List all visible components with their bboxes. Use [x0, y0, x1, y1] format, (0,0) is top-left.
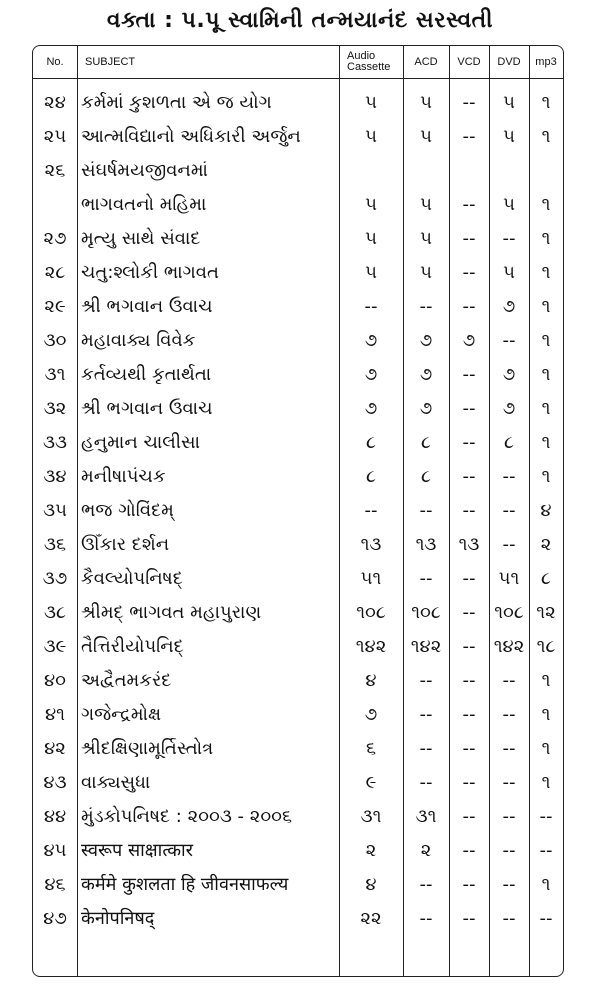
row-mp3: ૧ — [541, 194, 551, 215]
row-mp3: ૧ — [541, 466, 551, 487]
row-audio-cassette: ૨ — [365, 840, 377, 861]
row-audio-cassette: ૭ — [364, 364, 378, 385]
catalog-table — [32, 45, 564, 977]
row-acd — [403, 154, 449, 188]
row-acd: ૫ — [420, 228, 432, 249]
header-vcd: VCD — [457, 55, 481, 68]
table-row — [33, 324, 563, 358]
row-subject: મનીષાપંચક — [81, 466, 166, 487]
row-vcd: ૧૩ — [458, 534, 480, 555]
row-mp3: ૧૮ — [536, 636, 556, 657]
row-audio-cassette: ૧૦૮ — [356, 602, 386, 623]
row-number: ૩૧ — [44, 364, 66, 385]
table-row — [33, 834, 563, 868]
row-vcd: -- — [462, 738, 476, 759]
row-dvd: -- — [502, 772, 516, 793]
row-vcd: -- — [462, 670, 476, 691]
row-mp3: ૧ — [541, 92, 551, 113]
table-row — [33, 494, 563, 528]
row-number: ૩૭ — [42, 568, 68, 589]
row-number: ૪૦ — [44, 670, 66, 691]
row-vcd: -- — [462, 500, 476, 521]
row-acd: ૫ — [420, 126, 432, 147]
row-dvd: -- — [502, 466, 516, 487]
row-dvd: ૭ — [502, 296, 516, 317]
row-mp3: ૧ — [541, 228, 551, 249]
row-acd: ૭ — [419, 398, 433, 419]
row-acd: ૭ — [419, 364, 433, 385]
table-row — [33, 154, 563, 188]
row-dvd: -- — [502, 738, 516, 759]
row-acd: ૧૪૨ — [410, 636, 442, 657]
row-subject: केनोपनिषद् — [81, 908, 155, 929]
header-subject: SUBJECT — [85, 55, 136, 68]
row-number — [33, 188, 77, 222]
row-number: ૪૭ — [43, 908, 67, 929]
row-audio-cassette: ૩૧ — [360, 806, 382, 827]
row-vcd: -- — [462, 92, 476, 113]
row-number: ૪૬ — [44, 874, 66, 895]
row-mp3: -- — [539, 840, 553, 861]
row-audio-cassette: ૫ — [365, 262, 377, 283]
row-dvd: ૫૧ — [498, 568, 520, 589]
row-vcd: -- — [462, 466, 476, 487]
row-mp3: ૧ — [541, 738, 551, 759]
row-vcd: -- — [462, 772, 476, 793]
row-mp3: ૨ — [540, 534, 552, 555]
row-mp3: -- — [539, 908, 553, 929]
table-row — [33, 426, 563, 460]
row-acd: -- — [419, 908, 433, 929]
row-subject: કર્તવ્યથી કૃતાર્થતા — [81, 364, 212, 385]
row-vcd: ૭ — [462, 330, 476, 351]
row-vcd: -- — [462, 602, 476, 623]
row-mp3: ૧ — [541, 432, 551, 453]
row-audio-cassette: -- — [364, 296, 378, 317]
page-title: વક્તા : પ.પૂ સ્વામિની તન્મયાનંદ સરસ્વતી — [106, 8, 494, 33]
row-subject: મહાવાક્ય વિવેક — [81, 330, 196, 351]
row-vcd: -- — [462, 908, 476, 929]
row-number: ૩૪ — [43, 466, 67, 487]
row-number: ૪૩ — [43, 772, 67, 793]
table-row — [33, 698, 563, 732]
row-mp3: ૧૨ — [536, 602, 556, 623]
row-dvd: ૭ — [502, 364, 516, 385]
table-row — [33, 222, 563, 256]
row-dvd: -- — [502, 840, 516, 861]
table-row — [33, 596, 563, 630]
row-audio-cassette: ૨૨ — [360, 908, 382, 929]
row-number: ૨૭ — [43, 228, 67, 249]
row-dvd: ૫ — [503, 194, 515, 215]
row-dvd: ૫ — [503, 262, 515, 283]
row-mp3: ૮ — [541, 568, 551, 589]
table-row — [33, 86, 563, 120]
table-row — [33, 630, 563, 664]
row-subject: ભજ ગોવિંદમ્ — [81, 500, 174, 521]
row-audio-cassette: -- — [364, 500, 378, 521]
row-vcd: -- — [462, 432, 476, 453]
row-number: ૨૮ — [44, 262, 66, 283]
row-vcd: -- — [462, 228, 476, 249]
row-mp3 — [529, 154, 563, 188]
row-audio-cassette: ૧૪૨ — [355, 636, 387, 657]
row-number: ૨૪ — [44, 92, 66, 113]
table-row — [33, 732, 563, 766]
row-audio-cassette: ૫ — [365, 126, 377, 147]
row-dvd: -- — [502, 330, 516, 351]
row-audio-cassette: ૧૩ — [360, 534, 382, 555]
row-dvd: ૮ — [504, 432, 514, 453]
row-acd: ૭ — [419, 330, 433, 351]
row-acd: -- — [419, 296, 433, 317]
row-acd: -- — [419, 772, 433, 793]
header-acd: ACD — [414, 55, 438, 68]
row-mp3: ૪ — [540, 500, 552, 521]
row-acd: -- — [419, 704, 433, 725]
row-acd: -- — [419, 500, 433, 521]
row-subject: स्वरूप साक्षात्कार — [81, 840, 194, 861]
row-subject: कर्ममे कुशलता हि जीवनसाफल्य — [81, 874, 289, 895]
row-dvd: -- — [502, 500, 516, 521]
row-number: ૪૧ — [45, 704, 65, 725]
row-subject: શ્રી ભગવાન ઉવાચ — [81, 398, 213, 419]
row-number: ૩૬ — [43, 534, 67, 555]
row-mp3: ૧ — [541, 704, 551, 725]
row-audio-cassette: ૪ — [365, 874, 377, 895]
row-dvd: ૫ — [503, 92, 515, 113]
row-dvd: -- — [502, 874, 516, 895]
row-vcd: -- — [462, 126, 476, 147]
row-mp3: ૧ — [541, 670, 551, 691]
row-audio-cassette: ૭ — [364, 330, 378, 351]
row-number: ૩૯ — [43, 636, 67, 657]
row-vcd: -- — [462, 806, 476, 827]
header-mp3: mp3 — [535, 55, 557, 68]
row-number: ૪૫ — [43, 840, 67, 861]
row-subject: ભાગવતનો મહિમા — [81, 194, 207, 215]
row-audio-cassette: ૮ — [366, 432, 376, 453]
table-row — [33, 868, 563, 902]
row-vcd: -- — [462, 636, 476, 657]
row-acd: -- — [419, 670, 433, 691]
row-audio-cassette: ૭ — [364, 704, 378, 725]
row-number: ૩૨ — [43, 398, 67, 419]
table-row — [33, 766, 563, 800]
row-acd: ૮ — [421, 432, 431, 453]
row-number: ૪૪ — [43, 806, 67, 827]
row-mp3: ૧ — [541, 330, 551, 351]
row-dvd: ૫ — [503, 126, 515, 147]
row-dvd: -- — [502, 228, 516, 249]
row-dvd: ૧૦૮ — [494, 602, 524, 623]
row-subject: કર્મમાં કુશળતા એ જ યોગ — [81, 92, 272, 113]
row-audio-cassette: ૫૧ — [360, 568, 382, 589]
row-dvd: -- — [502, 908, 516, 929]
row-acd: -- — [419, 568, 433, 589]
row-subject: સંઘર્ષમયજીવનમાં — [81, 160, 208, 181]
table-row — [33, 800, 563, 834]
row-dvd: ૭ — [502, 398, 516, 419]
row-subject: વાક્યસુધા — [81, 772, 151, 793]
header-dvd: DVD — [497, 55, 521, 68]
row-acd: -- — [419, 738, 433, 759]
row-audio-cassette: ૫ — [365, 228, 377, 249]
row-vcd: -- — [462, 704, 476, 725]
row-vcd: -- — [462, 296, 476, 317]
table-row — [33, 392, 563, 426]
row-audio-cassette: ૮ — [366, 466, 376, 487]
row-audio-cassette — [339, 154, 403, 188]
header-audio-cassette: Audio Cassette — [347, 50, 391, 73]
row-acd: ૩૧ — [415, 806, 437, 827]
row-vcd — [449, 154, 489, 188]
row-dvd: ૧૪૨ — [493, 636, 525, 657]
row-mp3: ૧ — [541, 364, 551, 385]
row-acd: ૫ — [420, 262, 432, 283]
row-mp3: ૧ — [541, 126, 551, 147]
row-subject: તૈત્તિરીયોપનિદ્ — [81, 636, 184, 657]
row-audio-cassette: ૯ — [365, 772, 377, 793]
row-dvd: -- — [502, 704, 516, 725]
row-subject: ઊઁકાર દર્શન — [81, 534, 170, 555]
row-subject: શ્રીમદ્ ભાગવત મહાપુરાણ — [81, 602, 262, 623]
row-subject: મૃત્યુ સાથે સંવાદ — [81, 228, 201, 249]
row-vcd: -- — [462, 194, 476, 215]
row-vcd: -- — [462, 568, 476, 589]
row-mp3: ૧ — [541, 262, 551, 283]
row-acd: -- — [419, 874, 433, 895]
row-number: ૩૫ — [43, 500, 67, 521]
row-subject: ગજેન્દ્રમોક્ષ — [81, 704, 162, 725]
row-number: ૨૫ — [43, 126, 67, 147]
row-mp3: ૧ — [541, 874, 551, 895]
row-subject: શ્રી ભગવાન ઉવાચ — [81, 296, 213, 317]
row-vcd: -- — [462, 262, 476, 283]
row-subject: શ્રીદક્ષિણામૂર્તિસ્તોત્ર — [81, 738, 214, 759]
row-dvd: -- — [502, 534, 516, 555]
row-dvd — [489, 154, 529, 188]
row-audio-cassette: ૫ — [365, 92, 377, 113]
row-mp3: -- — [539, 806, 553, 827]
row-subject: મુંડકોપનિષદ : ૨૦૦૩ - ૨૦૦૬ — [81, 806, 293, 827]
table-body — [33, 86, 563, 936]
table-row — [33, 358, 563, 392]
row-number: ૩૦ — [43, 330, 67, 351]
table-row — [33, 290, 563, 324]
row-audio-cassette: ૬ — [365, 738, 377, 759]
row-number: ૩૩ — [43, 432, 67, 453]
row-number: ૨૬ — [44, 160, 66, 181]
row-acd: ૮ — [421, 466, 431, 487]
row-mp3: ૧ — [541, 398, 551, 419]
row-subject: હનુમાન ચાલીસા — [81, 432, 201, 453]
header-no: No. — [46, 55, 64, 68]
row-audio-cassette: ૪ — [365, 670, 377, 691]
row-acd: ૫ — [420, 92, 432, 113]
table-row — [33, 562, 563, 596]
row-acd: ૫ — [420, 194, 432, 215]
table-row — [33, 528, 563, 562]
row-number: ૩૮ — [44, 602, 66, 623]
row-number: ૨૯ — [44, 296, 66, 317]
row-vcd: -- — [462, 874, 476, 895]
table-row — [33, 902, 563, 936]
table-row — [33, 460, 563, 494]
row-dvd: -- — [502, 806, 516, 827]
row-acd: ૧૩ — [415, 534, 437, 555]
row-mp3: ૧ — [541, 772, 551, 793]
row-audio-cassette: ૫ — [365, 194, 377, 215]
row-mp3: ૧ — [541, 296, 551, 317]
row-subject: આત્મવિદ્યાનો અધિકારી અર્જુન — [81, 126, 301, 147]
header-divider — [33, 78, 563, 79]
table-row — [33, 120, 563, 154]
row-number: ૪૨ — [44, 738, 66, 759]
row-acd: ૧૦૮ — [411, 602, 441, 623]
row-audio-cassette: ૭ — [364, 398, 378, 419]
row-vcd: -- — [462, 398, 476, 419]
row-vcd: -- — [462, 840, 476, 861]
table-row — [33, 664, 563, 698]
table-row — [33, 188, 563, 222]
row-subject: ચતુ:શ્લોકી ભાગવત — [81, 262, 219, 283]
row-subject: કૈવલ્યોપનિષદ્ — [81, 568, 183, 589]
row-vcd: -- — [462, 364, 476, 385]
row-acd: ૨ — [420, 840, 432, 861]
row-dvd: -- — [502, 670, 516, 691]
table-row — [33, 256, 563, 290]
row-subject: અદ્વૈતમકરંદ — [81, 670, 172, 691]
